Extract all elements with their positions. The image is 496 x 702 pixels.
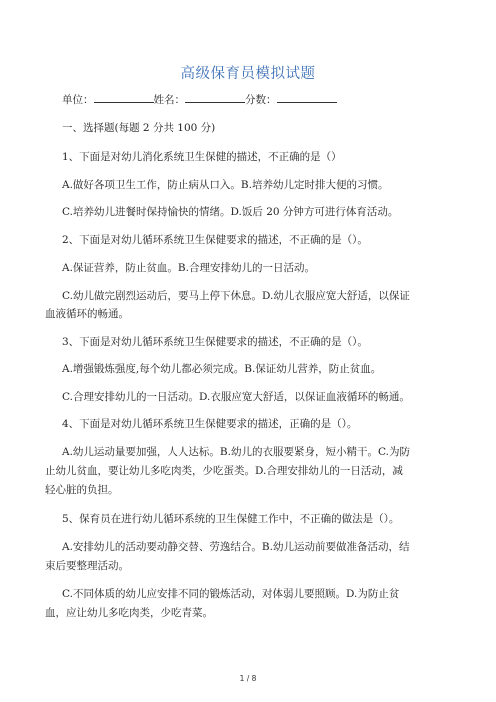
header-fields xyxy=(62,91,440,110)
q5-options-cd-cont: 血，应让幼儿多吃肉类，少吃青菜。 xyxy=(45,607,213,619)
q3-options-cd: C.合理安排幼儿的一日活动。D.衣服应宽大舒适，以保证血液循环的畅通。 xyxy=(62,391,410,403)
score-label: 分数： xyxy=(245,94,277,106)
q1-stem: 1、下面是对幼儿消化系统卫生保健的描述，不正确的是（） xyxy=(62,151,342,163)
q2-options-cd-cont: 血液循环的畅通。 xyxy=(45,308,129,320)
q2-options-cd: C.幼儿做完剧烈运动后，要马上停下休息。D.幼儿衣服应宽大舒适，以保证 xyxy=(62,290,410,302)
q3-stem: 3、下面是对幼儿循环系统卫生保健要求的描述，不正确的是（）。 xyxy=(62,336,368,348)
q4-stem: 4、下面是对幼儿循环系统卫生保健要求的描述，正确的是（）。 xyxy=(62,418,358,430)
unit-blank xyxy=(94,92,154,103)
section-heading: 一、选择题(每题 2 分共 100 分) xyxy=(62,122,216,134)
page-title: 高级保育员模拟试题 xyxy=(180,66,316,82)
q5-stem: 5、保育员在进行幼儿循环系统的卫生保健工作中，不正确的做法是（）。 xyxy=(62,513,400,525)
q4-options-cont-1: 止幼儿贫血，要让幼儿多吃肉类，少吃蛋类。D.合理安排幼儿的一日活动，减 xyxy=(45,465,403,477)
q4-options-cont-2: 轻心脏的负担。 xyxy=(45,484,119,496)
q2-stem: 2、下面是对幼儿循环系统卫生保健要求的描述，不正确的是（）。 xyxy=(62,234,368,246)
score-blank xyxy=(277,92,337,103)
q3-options-ab: A.增强锻炼强度,每个幼儿都必须完成。B.保证幼儿营养，防止贫血。 xyxy=(62,363,382,375)
q5-options-ab-cont: 束后要整理活动。 xyxy=(45,560,129,572)
name-blank xyxy=(185,92,245,103)
q5-options-cd: C.不同体质的幼儿应安排不同的锻炼活动，对体弱儿要照顾。D.为防止贫 xyxy=(62,588,400,600)
name-label: 姓名： xyxy=(153,94,185,106)
q2-options-ab: A.保证营养，防止贫血。B.合理安排幼儿的一日活动。 xyxy=(62,262,315,274)
q4-options: A.幼儿运动量要加强，人人达标。B.幼儿的衣服要紧身，短小精干。C.为防 xyxy=(62,446,410,458)
q1-options-ab: A.做好各项卫生工作，防止病从口入。B.培养幼儿定时排大便的习惯。 xyxy=(62,179,389,191)
q5-options-ab: A.安排幼儿的活动要动静交替、劳逸结合。B.幼儿运动前要做准备活动，结 xyxy=(62,541,410,553)
q1-options-cd: C.培养幼儿进餐时保持愉快的情绪。D.饭后 20 分钟方可进行体育活动。 xyxy=(62,206,399,218)
page-number: 1 / 8 xyxy=(239,674,257,683)
unit-label: 单位： xyxy=(62,94,94,106)
